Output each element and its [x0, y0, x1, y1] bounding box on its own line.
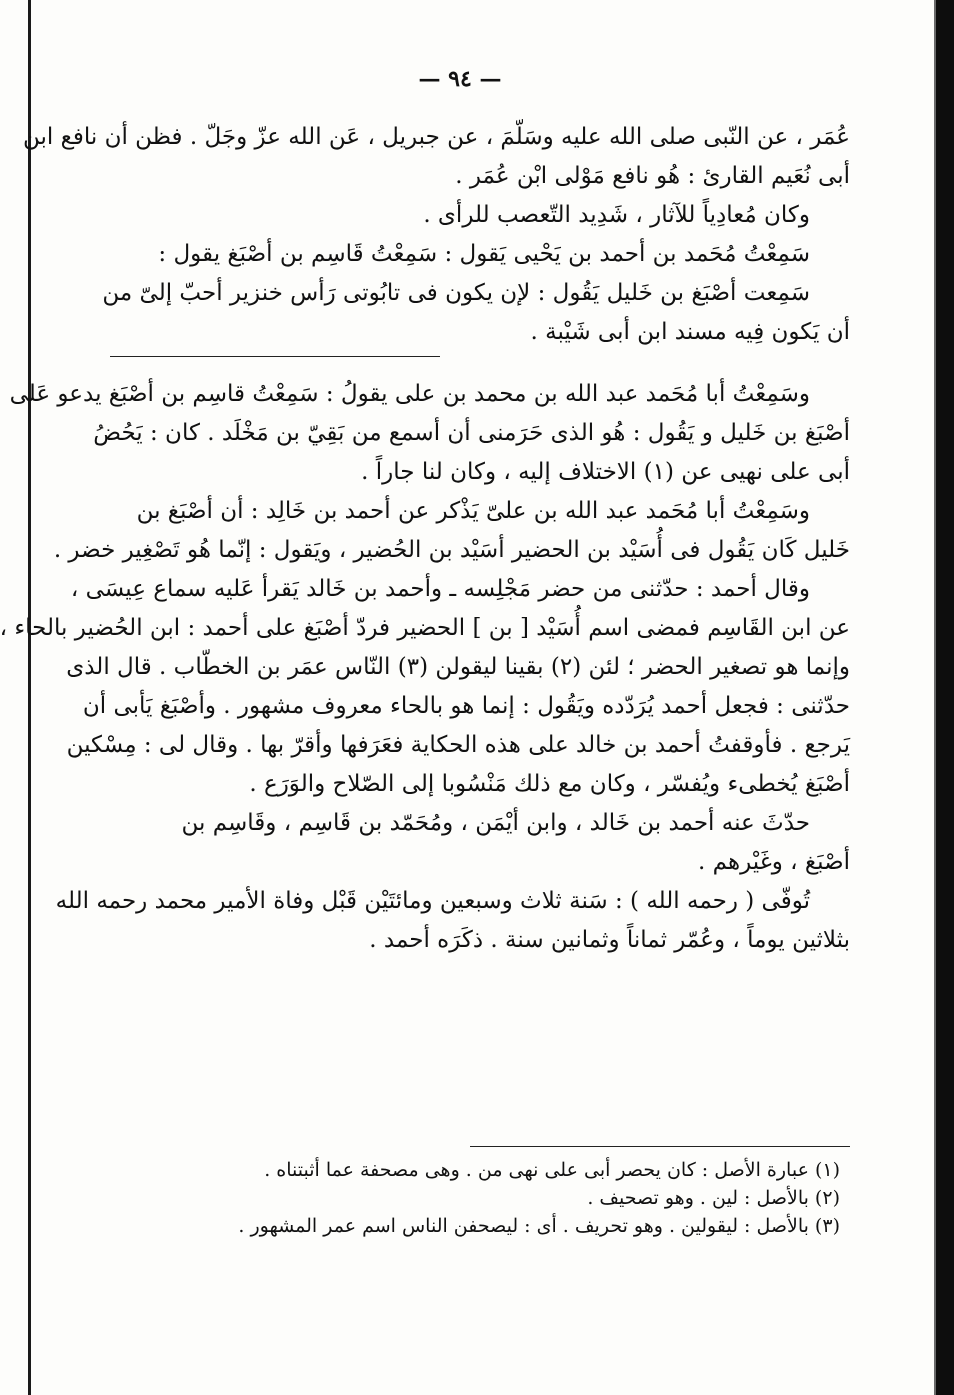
text-line: وكان مُعادِياً للآثار ، شَدِيد التّعصب للرأى .: [423, 202, 810, 228]
text-line: أبى نُعَيم القارئ : هُو نافع مَوْلى ابْن عُمَر .: [455, 163, 850, 189]
text-line: بثلاثين يوماً ، وعُمّر ثماناً وثمانين سنة . ذكَرَه أحمد .: [369, 927, 850, 953]
footnote: (٢) بالأصل : لين . وهو تصحيف .: [587, 1187, 840, 1209]
page-left-edge: [28, 0, 31, 1395]
text-line: حدّثَ عنه أحمد بن خَالد ، وابن أيْمَن ، ومُحَمّد بن قَاسِم ، وقَاسِم بن: [181, 810, 810, 836]
text-line: وسَمِعْتُ أبا مُحَمد عبد الله بن علىّ يَذْكر عن أحمد بن خَالِد : أن أصْبَغ بن: [136, 498, 810, 524]
footnote: (٣) بالأصل : ليقولين . وهو تحريف . أى : ليصحفن الناس اسم عمر المشهور .: [238, 1215, 840, 1237]
main-text: [0, 118, 850, 960]
text-line: حدّثنى : فجعل أحمد يُرَدّده ويَقُول : إنما هو بالحاء معروف مشهور . وأصْبَغ يَأبى أن: [82, 693, 850, 719]
text-line: سَمِعْتُ مُحَمد بن أحمد بن يَحْيى يَقول : سَمِعْتُ قَاسِم بن أصْبَغ يقول :: [158, 241, 810, 267]
text-line: أصْبَغ ، وغَيْرهم .: [698, 849, 850, 875]
text-line: وإنما هو تصغير الحضر ؛ لئن (٢) بقينا ليقولن (٣) النّاس عمَر بن الخطّاب . قال الذى: [66, 654, 850, 680]
text-line: يَرجع . فأوقفتُ أحمد بن خالد على هذه الحكاية فعَرَفها وأقرّ بها . وقال لى : مِسْكين: [66, 732, 850, 758]
text-line: سَمِعت أصْبَغ بن خَليل يَقُول : لإن يكون فى تابُوتى رَأس خنزير أحبّ إلىّ من: [102, 280, 810, 306]
text-line: تُوفّى ( رحمه الله ) : سَنة ثلاث وسبعين ومائتَيْن قَبْل وفاة الأمير محمد رحمه الله: [55, 888, 810, 914]
text-line: أصْبَغ يُخطىء ويُفسّر ، وكان مع ذلك مَنْسُوبا إلى الصّلاح والوَرَع .: [249, 771, 850, 797]
text-line: عُمَر ، عن النّبى صلى الله عليه وسَلّمَ ، عن جبريل ، عَن الله عزّ وجَلّ . فظن أن نافع ابن: [23, 124, 850, 150]
text-line: عن ابن القَاسِم فمضى اسم أُسَيْد [ بن ] الحضير فردّ أصْبَغ على أحمد : ابن الحُضير بالحاء ،: [0, 615, 850, 641]
page-right-edge: [936, 0, 954, 1395]
footnote-separator: [470, 1146, 850, 1147]
section-separator: [110, 356, 440, 357]
text-line: خَليل كَان يَقُول فى أُسَيْد بن الحضير أسَيْد بن الحُضير ، ويَقول : إنّما هُو تَصْغِير خضر .: [53, 537, 850, 563]
footnotes: [200, 1156, 840, 1240]
text-line: وسَمِعْتُ أبا مُحَمد عبد الله بن محمد بن على يقولُ : سَمِعْتُ قاسِم بن أصْبَغ يدعو عَلى: [9, 381, 810, 407]
text-line: أن يَكون فِيه مسند ابن أبى شَيْبة .: [530, 319, 850, 345]
text-line: وقال أحمد : حدّثنى من حضر مَجْلِسه ـ وأحمد بن خَالد يَقرأ عَليه سماع عِيسَى ،: [70, 576, 810, 602]
footnote: (١) عبارة الأصل : كان يحصر أبى على نهى من . وهى مصحفة عما أثبتناه .: [264, 1159, 840, 1181]
page-number: — ٩٤ —: [418, 66, 502, 92]
text-line: أبى على نهيى عن (١) الاختلاف إليه ، وكان لنا جاراً .: [361, 459, 850, 485]
text-line: أصْبَغ بن خَليل و يَقُول : هُو الذى حَرَمنى أن أسمع من بَقِيّ بن مَخْلَد . كان : يَحُضُ: [93, 420, 850, 446]
